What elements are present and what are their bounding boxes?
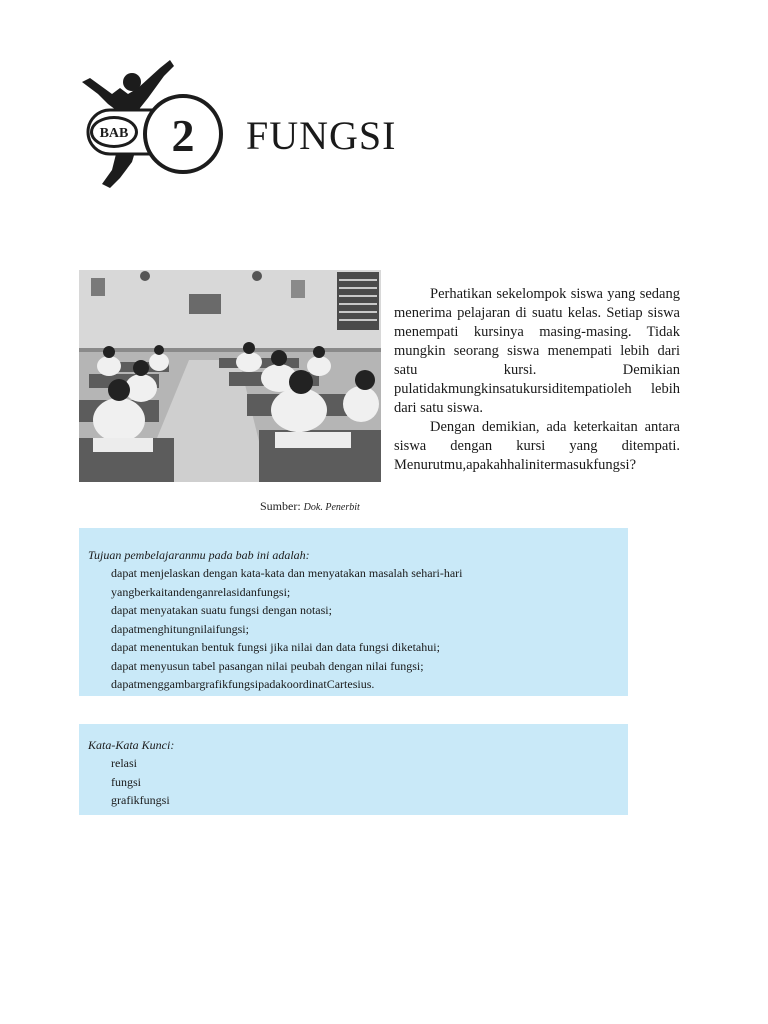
objective-item: dapat menentukan bentuk fungsi jika nilai dan data fungsi diketahui; (111, 640, 440, 654)
intro-paragraph: Perhatikan sekelompok siswa yang sedang menerima pelajaran di suatu kelas. Setiap siswa menempati kursinya masing-masing. Tidak mungkin seorang siswa menempati lebih dari satu kursi. Demikian pulatidakmungkinsatukursiditempatioleh lebih dari satu siswa. (394, 286, 680, 416)
photo-caption (260, 499, 360, 515)
chapter-number: 2 (171, 110, 195, 161)
keywords-list (111, 754, 170, 810)
chapter-emblem-icon (76, 58, 226, 193)
keyword-item: grafikfungsi (111, 793, 170, 807)
objectives-heading: Tujuan pembelajaranmu pada bab ini adalah: (88, 548, 310, 562)
objective-item: yangberkaitandenganrelasidanfungsi; (111, 584, 291, 599)
caption-source: Dok. Penerbit (303, 502, 360, 513)
chapter-badge-label: BAB (99, 126, 129, 141)
caption-prefix: Sumber: (260, 499, 301, 513)
objective-item: dapatmenggambargrafikfungsipadakoordinatCartesius. (111, 677, 375, 691)
objective-item: dapat menyatakan suatu fungsi dengan notasi; (111, 603, 332, 617)
chapter-title: FUNGSI (246, 113, 397, 158)
objectives-list (111, 564, 611, 694)
keywords-box (79, 724, 628, 815)
objective-item: dapat menyusun tabel pasangan nilai peubah dengan nilai fungsi; (111, 658, 424, 673)
intro-paragraph: Dengan demikian, ada keterkaitan antara siswa dengan kursi yang ditempati. Menurutmu,apakahhalinitermasukfungsi? (394, 419, 680, 473)
learning-objectives-box (79, 528, 628, 696)
objective-item: dapat menjelaskan dengan kata-kata dan menyatakan masalah sehari-hari (111, 566, 463, 580)
chapter-header (76, 58, 436, 198)
keyword-item: relasi (111, 756, 137, 770)
keyword-item: fungsi (111, 774, 141, 789)
classroom-photo (79, 270, 381, 482)
classroom-photo-image (79, 270, 381, 482)
keywords-heading: Kata-Kata Kunci: (88, 738, 175, 752)
intro-text (394, 285, 680, 475)
objective-item: dapatmenghitungnilaifungsi; (111, 621, 249, 636)
